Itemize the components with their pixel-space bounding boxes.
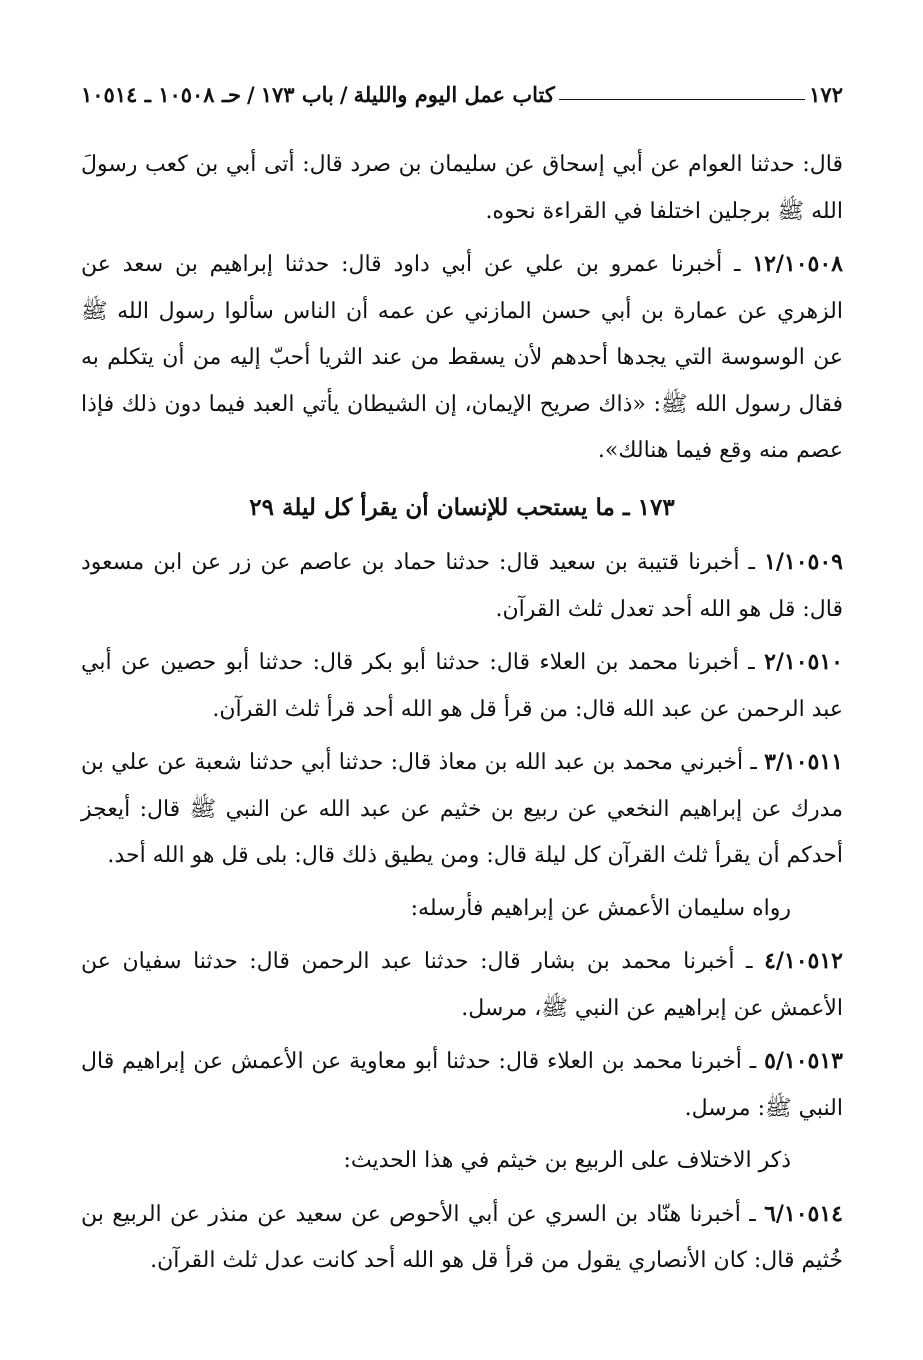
hadith-entry <box>81 1038 843 1132</box>
note-text: رواه سليمان الأعمش عن إبراهيم فأرسله: <box>410 895 791 921</box>
hadith-range: حـ ١٠٥٠٨ ـ ١٠٥١٤ <box>81 82 242 107</box>
hadith-text: ـ أخبرني محمد بن عبد الله بن معاذ قال: حدثنا أبي حدثنا شعبة عن علي بن مدرك عن إبراهيم النخعي عن ربيع بن خثيم عن عبد الله عن النبي ﷺ قال: أيعجز أحدكم أن يقرأ ثلث القرآن كل ليلة قال: ومن يطيق ذلك قال: بلى قل هو الله أحد. <box>81 750 843 868</box>
hadith-text: ـ أخبرنا محمد بن العلاء قال: حدثنا أبو بكر قال: حدثنا أبو حصين عن أبي عبد الرحمن عن عبد الله قال: من قرأ قل هو الله أحد قرأ ثلث القرآن. <box>81 650 843 722</box>
hadith-entry <box>81 739 843 880</box>
note-line <box>81 1138 843 1185</box>
hadith-text: ـ أخبرنا عمرو بن علي عن أبي داود قال: حدثنا إبراهيم بن سعد عن الزهري عن عمارة بن أبي حسن المازني عن عمه أن الناس سألوا رسول الله ﷺ عن الوسوسة التي يجدها أحدهم لأن يسقط من عند الثريا أحبّ إليه من أن يتكلم به فقال رسول الله ﷺ: «ذاك صريح الإيمان، إن الشيطان يأتي العبد فيما دون ذلك فإذا عصم منه وقع فيما هنالك». <box>81 252 843 463</box>
hadith-text: ـ أخبرنا محمد بن بشار قال: حدثنا عبد الرحمن قال: حدثنا سفيان عن الأعمش عن إبراهيم عن النبي ﷺ، مرسل. <box>81 949 843 1021</box>
page-number: ١٧٢ <box>809 82 843 107</box>
chapter-label: باب ١٧٣ <box>260 82 334 107</box>
hadith-text: ـ أخبرنا محمد بن العلاء قال: حدثنا أبو معاوية عن الأعمش عن إبراهيم قال النبي ﷺ: مرسل. <box>81 1049 843 1121</box>
hadith-entry <box>81 241 843 475</box>
hadith-entry <box>81 938 843 1032</box>
section-heading: ١٧٣ ـ ما يستحب للإنسان أن يقرأ كل ليلة ٢٩ <box>249 493 675 521</box>
paragraph-text: قال: حدثنا العوام عن أبي إسحاق عن سليمان بن صرد قال: أتى أبي بن كعب رسولَ الله ﷺ برجلين اختلفا في القراءة نحوه. <box>81 152 844 224</box>
hadith-number: ٥/١٠٥١٣ <box>764 1048 843 1074</box>
hadith-entry <box>81 539 843 633</box>
book-title: كتاب عمل اليوم والليلة <box>353 82 555 107</box>
hadith-text: ـ أخبرنا هنّاد بن السري عن أبي الأحوص عن سعيد عن منذر عن الربيع بن خُثيم قال: كان الأنصاري يقول من قرأ قل هو الله أحد كانت عدل ثلث القرآن. <box>81 1201 843 1273</box>
hadith-number: ١/١٠٥٠٩ <box>764 549 843 575</box>
paragraph <box>81 142 843 235</box>
note-text: ذكر الاختلاف على الربيع بن خيثم في هذا الحديث: <box>343 1148 791 1173</box>
hadith-text: ـ أخبرنا قتيبة بن سعيد قال: حدثنا حماد بن عاصم عن زر عن ابن مسعود قال: قل هو الله أحد تعدل ثلث القرآن. <box>81 550 843 622</box>
hadith-number: ١٢/١٠٥٠٨ <box>752 251 843 277</box>
hadith-entry <box>81 639 843 733</box>
hadith-number: ٢/١٠٥١٠ <box>764 649 843 675</box>
hadith-number: ٤/١٠٥١٢ <box>764 948 843 974</box>
hadith-number: ٦/١٠٥١٤ <box>764 1200 843 1227</box>
note-line <box>81 886 843 933</box>
header-separator: / <box>247 82 255 107</box>
page-body <box>81 142 843 1291</box>
hadith-entry <box>81 1191 843 1285</box>
header-separator: / <box>339 82 348 107</box>
page-header <box>81 82 843 107</box>
hadith-number: ٣/١٠٥١١ <box>764 749 843 775</box>
header-rule <box>559 99 805 100</box>
